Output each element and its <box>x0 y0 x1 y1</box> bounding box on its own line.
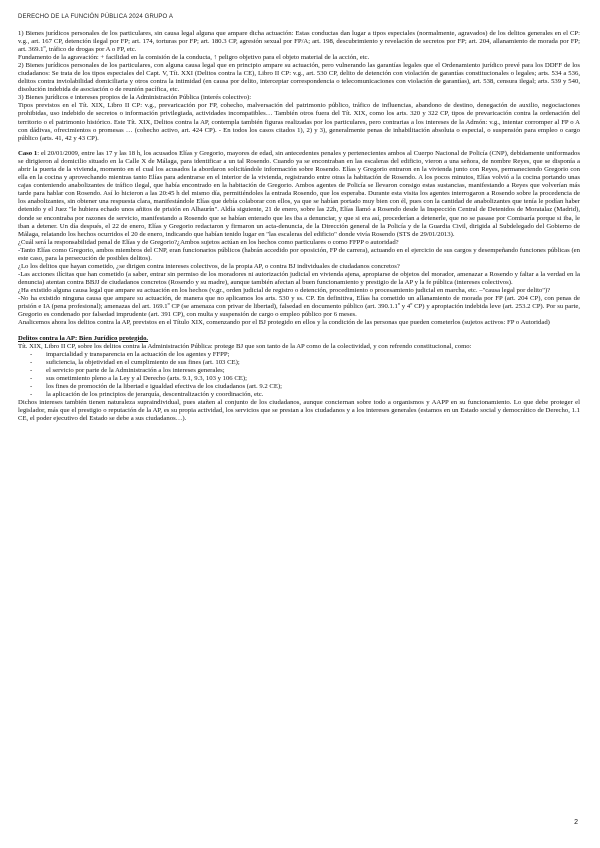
case-narrative <box>18 150 580 239</box>
page-header: DERECHO DE LA FUNCIÓN PÚBLICA 2024 GRUPO A <box>18 14 174 20</box>
case-transition: Analicemos ahora los delitos contra la AP, previstos en el Título XIX, comenzando por el BJ protegido en ellos y la condición de las personas que pueden cometerlos (sujetos activos: FP o Autoridad) <box>18 319 550 327</box>
case-title: Caso 1 <box>18 150 38 158</box>
page-number: 2 <box>574 819 578 826</box>
case-answer-3: -No ha existido ninguna causa que ampare su actuación, de manera que no aplicamos los arts. 530 y ss. CP. En definitiva, Elías ha cometido un allanamiento de morada por FP (art. 204 CP), con penas de prisión e IA (pena profesional); amenazas del art. 169.1º CP (se amenaza con privar de libertad), falsedad en documento público (art. 390.1.1º y 4º CP) y apropiación indebida leve (art. 253.2 CP). Por su parte, Gregorio es condenado por falsedad imprudente (art. 391 CP), con multa y suspensión de cargo o empleo público por 6 meses. <box>18 295 580 319</box>
list-item: - los fines de promoción de la libertad e igualdad efectiva de los ciudadanos (art. 9.2 CE); <box>18 383 580 391</box>
list-item: - imparcialidad y transparencia en la actuación de los agentes y FFPP; <box>18 351 580 359</box>
case-question-3: ¿Ha existido alguna causa legal que ampare su actuación en los hechos (v.gr., orden judicial de registro o detención, procedimiento o procesamiento judicial en marcha, etc. –"causa legal por delito")? <box>18 286 551 294</box>
list-item: - la aplicación de los principios de jerarquía, descentralización y coordinación, etc. <box>18 391 580 399</box>
section-closing: Dichos intereses también tienen naturaleza supraindividual, pues atañen al conjunto de los ciudadanos, aunque conciernan sobre todo a organismos y AAPP en su funcionamiento. Lo que debe proteger el legislador, más que el prestigio o reputación de la AP, es su propia actividad, los servicios que se prestan a los ciudadanos y a los intereses generales (estamos en un Estado social y democrático de Derecho, 1.1 CE, el poder ejecutivo del Estado se debe a sus ciudadanos…). <box>18 399 580 423</box>
intro-paragraph-4: 3) Bienes jurídicos e intereses propios de la Administración Pública (interés colectivo): <box>18 94 252 102</box>
case-answer-2: -Las acciones ilícitas que han cometido (a saber, entrar sin permiso de los moradores ni autorización judicial en vivienda ajena, apropiarse de objetos del morador, amenazar a Rosendo y faltar a la verdad en la denuncia) atentan contra BBJJ de ciudadanos concretos (Rosendo y su madre), aunque también afectan al buen funcionamiento y prestigio de la AP y la fe pública (intereses colectivos). <box>18 270 580 286</box>
list-item: - suficiencia, la objetividad en el cumplimiento de sus fines (art. 103 CE); <box>18 359 580 367</box>
list-item: - sus ometimiento pleno a la Ley y al Derecho (arts. 9.1, 9.3, 103 y 106 CE); <box>18 375 580 383</box>
intro-paragraph-3: 2) Bienes jurídicos personales de los particulares, con alguna causa legal que en principio ampare su actuación, pero vulnerando las garantías legales que el Ordenamiento jurídico prevé para los DDFF de los ciudadanos: Se trata de los tipos especiales del Capt. V, Tít. XXI (Delitos contra la CE), Libro II CP: v.g., art. 530 CP, delito de detención con violación de garantías constitucionales o legales; arts. 534 a 536, delitos contra inviolabilidad domiciliaria y otros contra la intimidad (en causa por delito, interceptar correspondencia o telecomunicaciones con violación de garantías), art. 538, censura ilegal; arts. 539 y 540, disolución indebida de asociación o de reunión pacífica, etc. <box>18 62 580 94</box>
intro-paragraph-2: Fundamento de la agravación: + facilidad en la comisión de la conducta, ↑ peligro objetivo para el objeto material de la acción, etc. <box>18 54 370 62</box>
case-answer-1: -Tanto Elías como Gregorio, ambos miembros del CNP, eran funcionarios públicos (habrán accedido por oposición, FP de carrera), actuando en el ejercicio de sus cargos y desempeñando funciones públicas (en este caso, para la persecución de posibles delitos). <box>18 246 580 262</box>
document-body <box>18 30 580 423</box>
case-question-1: ¿Cuál será la responsabilidad penal de Elías y de Gregorio?¿Ambos sujetos actúan en los hechos como particulares o como FFPP o autoridad? <box>18 238 399 246</box>
case-question-2: ¿Lo los delitos que hayan cometido, ¿se dirigen contra intereses colectivos, de la propia AP, o contra BJ individuales de ciudadanos concretos? <box>18 262 400 270</box>
intro-paragraph-1: 1) Bienes jurídicos personales de los particulares, sin causa legal alguna que ampare dicha actuación: Estas conductas dan lugar a tipos especiales (normalmente, agravados) de los delitos generales en el CP: v.g., art. 167 CP, detención ilegal por FP; art. 174, torturas por FP; art. 180.3 CP, agresión sexual por FP/A; art. 198, descubrimiento y revelación de secretos por FP; art. 204, allanamiento de morada por FP; art. 369.1º, tráfico de drogas por A o FP, etc. <box>18 30 580 54</box>
list-item: - el servicio por parte de la Administración a los intereses generales; <box>18 367 580 375</box>
intro-paragraph-5: Tipos previstos en el Tít. XIX, Libro II CP: v.g., prevaricación por FP, cohecho, malversación del patrimonio público, tráfico de influencias, abandono de destino, denegación de auxilio, negociaciones prohibidas, uso indebido de secretos o información privilegiada, actividades incompatibles… También otros fuera del Tít. XIX, como los arts. 320 y 322 CP, tipos de prevaricación contra la ordenación del territorio o el patrimonio histórico. Este Tít. XIX, Delitos contra la AP, contempla también figuras realizadas por los particulares, pero contrarias a los intereses de la Admón: v.g., intentar corromper al FP o A con dádivas, ofrecimientos o promesas … (cohecho activo, art. 424 CP). - En todos los casos citados 1), 2) y 3), generalmente penas de inhabilitación absoluta o especial, o suspensión para empleo o cargo público (arts. 41, 42 y 43 CP). <box>18 102 580 142</box>
section-title: Delitos contra la AP: Bien Jurídico protegido. <box>18 334 149 342</box>
case-narrative-text: : el 20/01/2009, entre las 17 y las 18 h, los acusados Elías y Gregorio, mayores de edad, sin antecedentes penales y pertenecientes ambos al Cuerpo Nacional de Policía (CNP), debidamente uniformados se dirigieron al domicilio situado en la Calle X de Málaga, para identificar a un tal Rosendo. Cuando ya se encontraban en las escaleras del edificio, vieron a una señora, de nombre Reyes, que se disponía a abrir la puerta de la vivienda, momento en el cual los acusados la abordaron solicitándole información sobre Rosendo. Elías y Gregorio entraron en la vivienda junto con Reyes, permaneciendo Gregorio con ella en la cocina y aprovechando mientras tanto Elías para adentrarse en el interior de la vivienda, registrando entre otras la habitación de Rosendo. A los pocos minutos, Elías volvió a la cocina portando unas cajas conteniendo anabolizantes de tráfico ilegal, que había encontrado en la habitación de Gregorio. Ambos agentes de Policía se llevaron consigo estas sustancias, manifestando a Reyes que volverían más tarde para hablar con Rosendo. Así lo hicieron a las 20:45 h del mismo día, permitiéndoles la entrada Rosendo, que los esperaba. Durante esta visita los agentes interrogaron a Rosendo sobre la procedencia de los anabolizantes, sin obtener una respuesta clara, manifestándole Elías que debía colaborar con ellos, ya que se habían portado muy bien con él, pues con la cantidad de anabolizantes que tenía le podían haber detenido y el Juez "le hubiera echado unos añitos de prisión en Alhaurín". Aldía siguiente, 21 de enero, sobre las 22h, Elías llamó a Rosendo desde la Inspección Central de Detenidos de Moratalaz (Madrid), donde se encontraba por razones de servicio, manifestando a Rosendo que se habían enterado que les iba a denunciar, y que si era así, procederían a detenerle, que no se pasase por Comisaría porque si iba, le iban a detener. Un día después, el 22 de enero, Elías y Gregorio redactaron y firmaron un acta-denuncia, de la Dirección general de la Policía y de la Guardia Civil, dirigida al Subdelegado del Gobierno de Málaga, relatando los hechos ocurridos el 20 de enero, indicando que habían tenido lugar en "las escaleras del edificio" donde vivía Rosendo (STS de 29/01/2013). <box>18 150 580 238</box>
section-intro: Tít. XIX, Libro II CP, sobre los delitos contra la Administración Pública: protege BJ que son tanto de la AP como de la colectividad, y con refrendo constitucional, como: <box>18 342 472 350</box>
protected-interests-list <box>18 351 580 399</box>
